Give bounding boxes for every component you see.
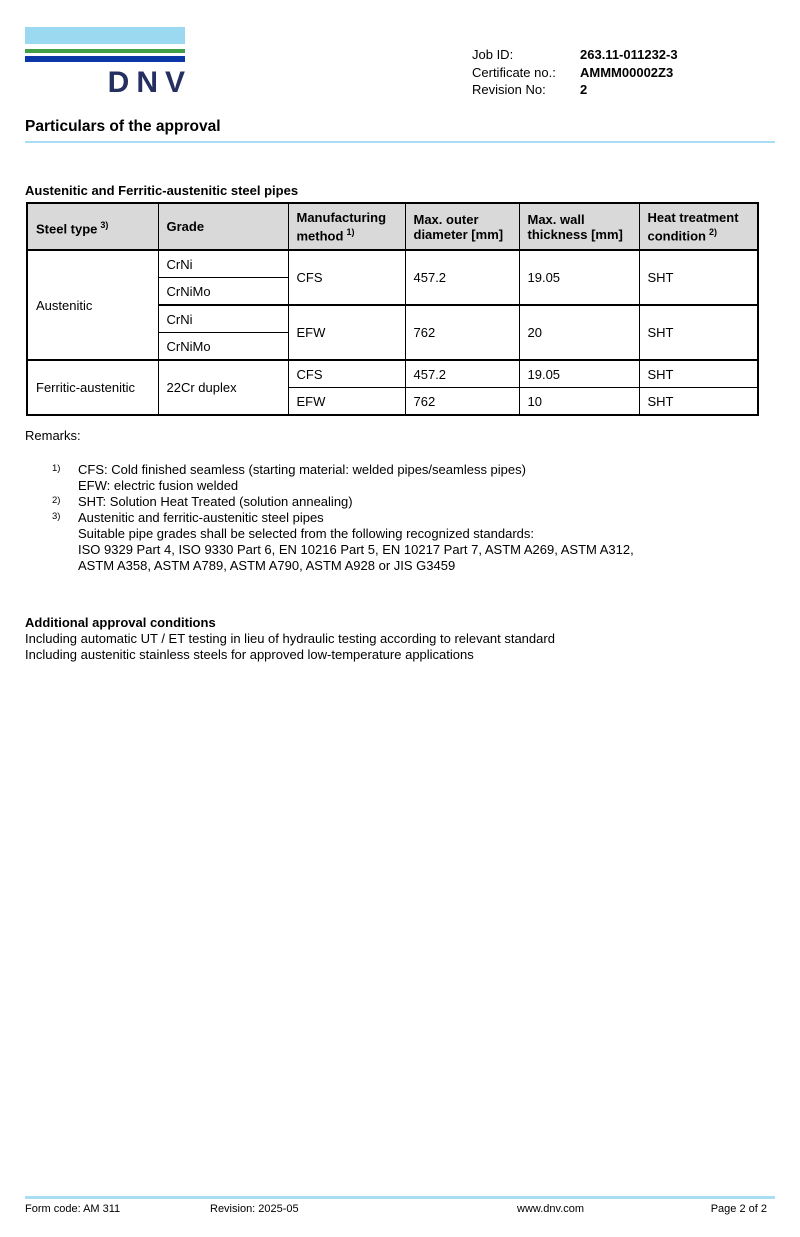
additional-conditions-section <box>25 615 555 663</box>
table-row <box>27 360 758 388</box>
footer-row <box>25 1203 775 1217</box>
certificate-no-value: AMMM00002Z3 <box>580 64 674 80</box>
logo-green-band-icon <box>25 49 185 53</box>
meta-row-job-id <box>472 46 678 64</box>
remark-text: SHT: Solution Heat Treated (solution annealing) <box>78 494 353 509</box>
cell-grade: CrNiMo <box>158 278 288 306</box>
cell-heat: SHT <box>639 305 758 360</box>
cell-diameter: 762 <box>405 305 519 360</box>
cell-grade: 22Cr duplex <box>158 360 288 415</box>
footer-divider <box>25 1196 775 1199</box>
table-caption: Austenitic and Ferritic-austenitic steel pipes <box>25 183 299 198</box>
dnv-wordmark: DNV <box>107 66 192 99</box>
footnote-ref-3: 3) <box>100 219 109 230</box>
footnote-ref-1: 1) <box>346 227 355 237</box>
remark-item-1 <box>52 462 634 494</box>
header-manufacturing-method: Manufacturing method $^{1)}$ <box>288 203 405 250</box>
cell-heat: SHT <box>639 250 758 305</box>
page-footer <box>25 1196 775 1217</box>
remarks-section <box>25 428 634 574</box>
remark-text: CFS: Cold finished seamless (starting material: welded pipes/seamless pipes) EFW: electric fusion welded <box>78 462 526 493</box>
header-max-outer-diameter: Max. outer diameter [mm] <box>405 203 519 250</box>
cell-diameter: 762 <box>405 388 519 416</box>
certificate-meta <box>472 46 678 99</box>
additional-conditions-heading: Additional approval conditions <box>25 615 216 630</box>
job-id-label: Job ID: <box>472 47 514 62</box>
dnv-logo <box>25 27 192 99</box>
approval-table-section <box>25 183 759 416</box>
page-title: Particulars of the approval <box>25 118 775 143</box>
cell-heat: SHT <box>639 388 758 416</box>
cell-grade: CrNi <box>158 250 288 278</box>
footer-page-number: Page 2 of 2 <box>710 1203 767 1215</box>
cell-thickness: 19.05 <box>519 250 639 305</box>
header-grade: Grade <box>158 203 288 250</box>
certificate-no-label: Certificate no.: <box>472 64 556 80</box>
cell-method: EFW <box>288 388 405 416</box>
logo-sea-band-icon <box>25 56 185 62</box>
table-header-row <box>27 203 758 250</box>
footer-website-link[interactable]: www.dnv.com <box>517 1203 585 1215</box>
cell-diameter: 457.2 <box>405 360 519 388</box>
cell-method: CFS <box>288 250 405 305</box>
remark-item-2 <box>52 494 634 510</box>
remark-marker: 1) <box>52 463 61 474</box>
cell-steel-type-ferritic: Ferritic-austenitic <box>27 360 158 415</box>
cell-thickness: 10 <box>519 388 639 416</box>
meta-row-certificate-no <box>472 64 678 82</box>
cell-thickness: 19.05 <box>519 360 639 388</box>
header-steel-type: Steel type $^{3)}$ <box>27 203 158 250</box>
cell-thickness: 20 <box>519 305 639 360</box>
logo-sky-band-icon <box>25 27 185 44</box>
approval-table <box>26 202 759 416</box>
remark-marker: 2) <box>52 495 61 506</box>
revision-no-value: 2 <box>580 82 588 97</box>
remark-marker: 3) <box>52 511 61 522</box>
cell-grade: CrNiMo <box>158 333 288 361</box>
revision-no-label: Revision No: <box>472 82 546 97</box>
cell-steel-type-austenitic: Austenitic <box>27 250 158 360</box>
remarks-heading: Remarks: <box>25 428 81 443</box>
remark-text: Austenitic and ferritic-austenitic steel pipes Suitable pipe grades shall be selected from the following recognized standards: ISO 9329 Part 4, ISO 9330 Part 6, EN 10216 Part 5, EN 10217 Part 7, ASTM A269, ASTM A312, ASTM A358, ASTM A789, ASTM A790, ASTM A928 or JIS G3459 <box>78 510 634 573</box>
additional-condition-line: Including automatic UT / ET testing in lieu of hydraulic testing according to relevant standard <box>25 631 555 646</box>
cell-grade: CrNi <box>158 305 288 333</box>
cell-heat: SHT <box>639 360 758 388</box>
cell-method: EFW <box>288 305 405 360</box>
job-id-value: 263.11-011232-3 <box>580 47 678 62</box>
footnote-ref-2: 2) <box>709 227 718 237</box>
remark-item-3 <box>52 510 634 574</box>
cell-diameter: 457.2 <box>405 250 519 305</box>
additional-condition-line: Including austenitic stainless steels for approved low-temperature applications <box>25 647 474 662</box>
footer-revision: Revision: 2025-05 <box>210 1203 299 1215</box>
footer-form-code: Form code: AM 311 <box>25 1203 121 1215</box>
table-row <box>27 250 758 278</box>
header-max-wall-thickness: Max. wall thickness [mm] <box>519 203 639 250</box>
cell-method: CFS <box>288 360 405 388</box>
remarks-list <box>25 462 634 574</box>
header-heat-treatment: Heat treatment condition $^{2)}$ <box>639 203 758 250</box>
meta-row-revision-no <box>472 81 678 99</box>
